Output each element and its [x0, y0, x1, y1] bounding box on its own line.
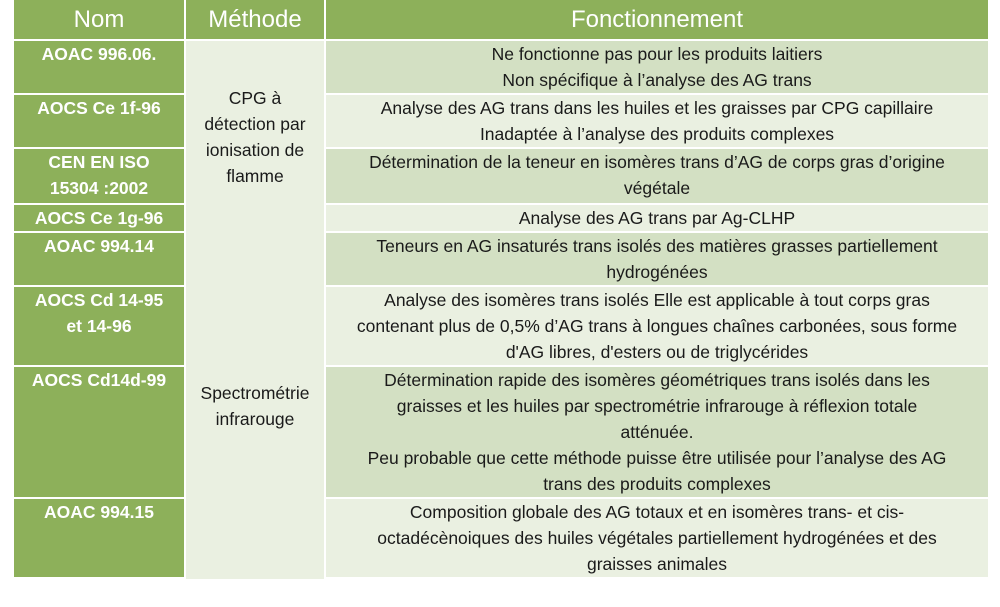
nom-line: et 14-96	[66, 316, 132, 336]
fonc-line: Inadaptée à l’analyse des produits complexes	[479, 124, 835, 144]
header-nom: Nom	[14, 0, 186, 41]
fonc-line: Détermination rapide des isomères géométriques trans isolés dans les	[384, 370, 930, 390]
row-nom	[14, 205, 186, 233]
header-fonctionnement: Fonctionnement	[326, 0, 988, 41]
row-nom	[14, 149, 186, 205]
fonc-line: Analyse des AG trans dans les huiles et les graisses par CPG capillaire	[380, 98, 934, 118]
method-line: Spectrométrie	[200, 383, 310, 403]
methods-table	[14, 0, 988, 579]
row-fonctionnement	[326, 499, 988, 579]
fonc-line: Teneurs en AG insaturés trans isolés des matières grasses partiellement	[376, 236, 938, 256]
table-row	[14, 367, 988, 499]
method-cpg	[186, 41, 326, 233]
nom-line: AOCS Cd14d-99	[31, 370, 167, 390]
fonc-line: octadécènoiques des huiles végétales partiellement hydrogénées et des	[377, 528, 937, 548]
table-row	[14, 41, 988, 95]
row-nom	[14, 233, 186, 287]
nom-line: CEN EN ISO	[48, 152, 150, 172]
row-nom	[14, 367, 186, 499]
fonc-line: hydrogénées	[606, 262, 708, 282]
row-nom	[14, 287, 186, 367]
fonc-line: graisses animales	[586, 554, 728, 574]
row-nom	[14, 499, 186, 579]
fonc-line: Non spécifique à l’analyse des AG trans	[502, 70, 812, 90]
header-methode: Méthode	[186, 0, 326, 41]
fonc-line: Composition globale des AG totaux et en isomères trans- et cis-	[409, 502, 905, 522]
fonc-line: graisses et les huiles par spectrométrie infrarouge à réflexion totale	[396, 396, 918, 416]
method-line: CPG à	[228, 88, 282, 108]
fonc-line: Peu probable que cette méthode puisse être utilisée pour l’analyse des AG	[367, 448, 947, 468]
row-fonctionnement	[326, 233, 988, 287]
nom-line: AOCS Ce 1f-96	[37, 98, 161, 118]
fonc-line: trans des produits complexes	[543, 474, 771, 494]
nom-line: AOAC 994.14	[44, 236, 154, 256]
row-fonctionnement	[326, 95, 988, 149]
table-row	[14, 499, 988, 579]
fonc-line: atténuée.	[620, 422, 694, 442]
table-row	[14, 95, 988, 149]
fonc-line: contenant plus de 0,5% d’AG trans à longues chaînes carbonées, sous forme	[356, 316, 958, 336]
fonc-line: Détermination de la teneur en isomères trans d’AG de corps gras d’origine	[369, 152, 945, 172]
method-line: flamme	[226, 166, 284, 186]
fonc-line: d'AG libres, d'esters ou de triglycérides	[505, 342, 809, 362]
method-line: ionisation de	[205, 140, 305, 160]
table-row	[14, 205, 988, 233]
row-fonctionnement	[326, 149, 988, 205]
row-nom	[14, 41, 186, 95]
row-fonctionnement	[326, 41, 988, 95]
method-spectro	[186, 233, 326, 579]
nom-line: 15304 :2002	[49, 178, 149, 198]
row-nom	[14, 95, 186, 149]
header-row	[14, 0, 988, 41]
nom-line: AOCS Cd 14-95	[34, 290, 164, 310]
fonc-line: Analyse des AG trans par Ag-CLHP	[518, 208, 796, 228]
fonc-line: Analyse des isomères trans isolés Elle est applicable à tout corps gras	[384, 290, 930, 310]
table-row	[14, 287, 988, 367]
table-row	[14, 233, 988, 287]
nom-line: AOAC 994.15	[44, 502, 154, 522]
method-line: infrarouge	[215, 409, 295, 429]
table-row	[14, 149, 988, 205]
fonc-line: Ne fonctionne pas pour les produits laitiers	[491, 44, 823, 64]
nom-line: AOAC 996.06.	[41, 44, 157, 64]
row-fonctionnement	[326, 205, 988, 233]
fonc-line: végétale	[623, 178, 691, 198]
row-fonctionnement	[326, 367, 988, 499]
row-fonctionnement	[326, 287, 988, 367]
nom-line: AOCS Ce 1g-96	[34, 208, 164, 228]
method-line: détection par	[204, 114, 306, 134]
